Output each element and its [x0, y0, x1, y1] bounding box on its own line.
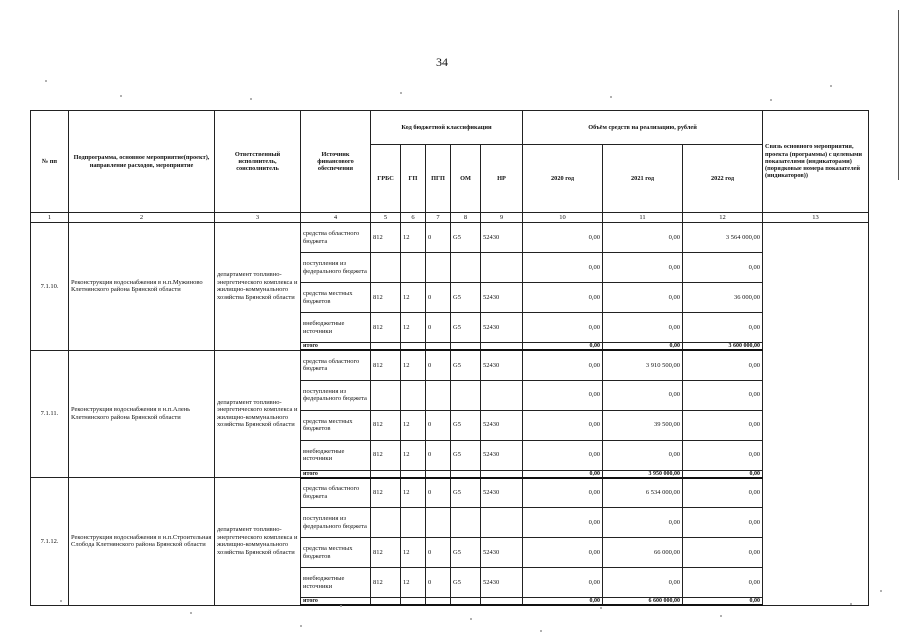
column-number-row: [31, 213, 869, 223]
budget-table: [30, 110, 869, 606]
code-nr: 52430: [481, 410, 523, 440]
code-grbs: 812: [371, 440, 401, 470]
scan-speck: [340, 605, 342, 607]
code-grbs: 812: [371, 313, 401, 343]
amount-2021: 0,00: [603, 223, 683, 253]
funding-source: средства местных бюджетов: [301, 283, 371, 313]
amount-2021: 66 000,00: [603, 538, 683, 568]
amount-2020: 0,00: [523, 313, 603, 343]
code-gp: 12: [401, 223, 426, 253]
code-nr: 52430: [481, 538, 523, 568]
amount-2022: 0,00: [683, 253, 763, 283]
item-name: Реконструкция водоснабжения в н.п.Строительная Слобода Клетнянского района Брянской области: [69, 478, 215, 606]
code-grbs: 812: [371, 223, 401, 253]
amount-2020: 0,00: [523, 380, 603, 410]
code-grbs: 812: [371, 538, 401, 568]
code-pgp: 0: [426, 538, 451, 568]
empty-cell: [451, 598, 481, 606]
column-number: 9: [481, 213, 523, 223]
funding-source: средства местных бюджетов: [301, 538, 371, 568]
code-pgp: [426, 508, 451, 538]
funding-source: поступления из федерального бюджета: [301, 508, 371, 538]
item-name: Реконструкция водоснабжения в н.п.Мужиново Клетнянского района Брянской области: [69, 223, 215, 351]
empty-cell: [451, 343, 481, 351]
code-nr: [481, 253, 523, 283]
amount-2020: 0,00: [523, 440, 603, 470]
empty-cell: [481, 598, 523, 606]
scan-speck: [610, 96, 612, 98]
funding-source: внебюджетные источники: [301, 440, 371, 470]
code-gp: 12: [401, 410, 426, 440]
amount-2021: 3 910 500,00: [603, 350, 683, 380]
amount-2021: 0,00: [603, 283, 683, 313]
code-gp: 12: [401, 568, 426, 598]
code-grbs: 812: [371, 568, 401, 598]
scan-speck: [190, 612, 192, 614]
scan-edge-line: [898, 10, 899, 180]
column-number: 10: [523, 213, 603, 223]
code-nr: 52430: [481, 478, 523, 508]
funding-source: средства местных бюджетов: [301, 410, 371, 440]
code-nr: 52430: [481, 313, 523, 343]
empty-cell: [426, 598, 451, 606]
code-pgp: 0: [426, 283, 451, 313]
code-gp: 12: [401, 440, 426, 470]
funding-source: средства областного бюджета: [301, 223, 371, 253]
amount-2022: 3 564 000,00: [683, 223, 763, 253]
page-number: 34: [436, 55, 448, 69]
item-responsible: департамент топливно-энергетического комплекса и жилищно-коммунального хозяйства Брянской области: [215, 350, 301, 478]
scan-speck: [300, 625, 302, 627]
code-pgp: 0: [426, 568, 451, 598]
code-grbs: [371, 253, 401, 283]
column-number: 8: [451, 213, 481, 223]
scan-speck: [540, 630, 542, 632]
amount-2021: 0,00: [603, 253, 683, 283]
code-om: [451, 508, 481, 538]
item-name: Реконструкция водоснабжения в н.п.Алень Клетнянского района Брянской области: [69, 350, 215, 478]
empty-cell: [371, 598, 401, 606]
amount-2020: 0,00: [523, 283, 603, 313]
code-om: [451, 253, 481, 283]
header-2021: 2021 год: [603, 145, 683, 213]
amount-2021: 6 534 000,00: [603, 478, 683, 508]
scan-speck: [720, 615, 722, 617]
header-link: Связь основного мероприятия, проекта (программы) с целевыми показателями (индикаторами) (порядковые номера показателей (индикаторов)): [763, 111, 869, 213]
total-label: итого: [301, 598, 371, 606]
item-responsible: департамент топливно-энергетического комплекса и жилищно-коммунального хозяйства Брянской области: [215, 223, 301, 351]
scan-speck: [850, 603, 852, 605]
table-row: [31, 478, 869, 508]
funding-source: внебюджетные источники: [301, 313, 371, 343]
header-2020: 2020 год: [523, 145, 603, 213]
code-pgp: 0: [426, 313, 451, 343]
code-gp: 12: [401, 313, 426, 343]
header-pgp: ПГП: [426, 145, 451, 213]
empty-cell: [371, 470, 401, 478]
amount-2021: 0,00: [603, 380, 683, 410]
code-gp: [401, 508, 426, 538]
scan-speck: [830, 85, 832, 87]
amount-2020: 0,00: [523, 410, 603, 440]
code-gp: 12: [401, 350, 426, 380]
code-om: G5: [451, 538, 481, 568]
amount-2022: 0,00: [683, 350, 763, 380]
code-nr: 52430: [481, 350, 523, 380]
code-om: G5: [451, 440, 481, 470]
scan-speck: [880, 590, 882, 592]
column-number: 11: [603, 213, 683, 223]
column-number: 12: [683, 213, 763, 223]
column-number: 1: [31, 213, 69, 223]
amount-2022: 0,00: [683, 478, 763, 508]
code-gp: [401, 253, 426, 283]
code-nr: [481, 380, 523, 410]
header-responsible: Ответственный исполнитель, соисполнитель: [215, 111, 301, 213]
header-2022: 2022 год: [683, 145, 763, 213]
code-nr: 52430: [481, 440, 523, 470]
code-om: G5: [451, 410, 481, 440]
code-gp: [401, 380, 426, 410]
header-gp: ГП: [401, 145, 426, 213]
amount-2020: 0,00: [523, 568, 603, 598]
total-2021: 6 600 000,00: [603, 598, 683, 606]
scan-speck: [400, 92, 402, 94]
column-number: 5: [371, 213, 401, 223]
column-number: 13: [763, 213, 869, 223]
total-2022: 3 600 000,00: [683, 343, 763, 351]
item-number: 7.1.11.: [31, 350, 69, 478]
code-grbs: [371, 508, 401, 538]
code-nr: 52430: [481, 223, 523, 253]
scan-speck: [45, 80, 47, 82]
total-2022: 0,00: [683, 598, 763, 606]
code-grbs: 812: [371, 350, 401, 380]
code-nr: 52430: [481, 283, 523, 313]
header-program: Подпрограмма, основное мероприятие(проект), направление расходов, мероприятие: [69, 111, 215, 213]
total-label: итого: [301, 343, 371, 351]
total-2020: 0,00: [523, 598, 603, 606]
item-responsible: департамент топливно-энергетического комплекса и жилищно-коммунального хозяйства Брянской области: [215, 478, 301, 606]
empty-cell: [451, 470, 481, 478]
empty-cell: [401, 470, 426, 478]
amount-2021: 0,00: [603, 508, 683, 538]
empty-cell: [371, 343, 401, 351]
column-number: 2: [69, 213, 215, 223]
header-nr: НР: [481, 145, 523, 213]
item-number: 7.1.12.: [31, 478, 69, 606]
code-om: [451, 380, 481, 410]
total-2022: 0,00: [683, 470, 763, 478]
code-pgp: [426, 380, 451, 410]
amount-2022: 0,00: [683, 313, 763, 343]
amount-2021: 0,00: [603, 568, 683, 598]
table-body: [31, 223, 869, 606]
item-number: 7.1.10.: [31, 223, 69, 351]
funding-source: поступления из федерального бюджета: [301, 253, 371, 283]
header-source: Источник финансового обеспечения: [301, 111, 371, 213]
code-om: G5: [451, 478, 481, 508]
header-funding: Объём средств на реализацию, рублей: [523, 111, 763, 145]
scan-speck: [120, 95, 122, 97]
code-pgp: 0: [426, 478, 451, 508]
total-2021: 0,00: [603, 343, 683, 351]
code-om: G5: [451, 283, 481, 313]
code-pgp: 0: [426, 350, 451, 380]
header-num: № пп: [31, 111, 69, 213]
code-grbs: 812: [371, 283, 401, 313]
scan-speck: [770, 99, 772, 101]
column-number: 4: [301, 213, 371, 223]
amount-2022: 0,00: [683, 508, 763, 538]
amount-2020: 0,00: [523, 508, 603, 538]
code-nr: 52430: [481, 568, 523, 598]
column-number: 3: [215, 213, 301, 223]
code-nr: [481, 508, 523, 538]
amount-2022: 0,00: [683, 538, 763, 568]
scan-speck: [470, 618, 472, 620]
header-om: ОМ: [451, 145, 481, 213]
code-om: G5: [451, 568, 481, 598]
code-om: G5: [451, 223, 481, 253]
code-om: G5: [451, 313, 481, 343]
funding-source: внебюджетные источники: [301, 568, 371, 598]
empty-cell: [426, 343, 451, 351]
code-grbs: 812: [371, 410, 401, 440]
amount-2020: 0,00: [523, 350, 603, 380]
code-om: G5: [451, 350, 481, 380]
amount-2020: 0,00: [523, 538, 603, 568]
empty-cell: [426, 470, 451, 478]
funding-source: поступления из федерального бюджета: [301, 380, 371, 410]
header-grbs: ГРБС: [371, 145, 401, 213]
amount-2022: 0,00: [683, 440, 763, 470]
indicator-link-cell: [763, 223, 869, 606]
total-2020: 0,00: [523, 470, 603, 478]
amount-2022: 0,00: [683, 568, 763, 598]
code-gp: 12: [401, 283, 426, 313]
funding-source: средства областного бюджета: [301, 350, 371, 380]
scan-speck: [250, 98, 252, 100]
code-pgp: 0: [426, 223, 451, 253]
amount-2020: 0,00: [523, 253, 603, 283]
amount-2021: 0,00: [603, 440, 683, 470]
scan-speck: [600, 607, 602, 609]
empty-cell: [401, 598, 426, 606]
code-pgp: 0: [426, 440, 451, 470]
code-gp: 12: [401, 538, 426, 568]
column-number: 6: [401, 213, 426, 223]
amount-2022: 0,00: [683, 410, 763, 440]
total-label: итого: [301, 470, 371, 478]
code-grbs: 812: [371, 478, 401, 508]
code-gp: 12: [401, 478, 426, 508]
table-row: [31, 223, 869, 253]
empty-cell: [481, 470, 523, 478]
empty-cell: [481, 343, 523, 351]
total-2021: 3 950 000,00: [603, 470, 683, 478]
funding-source: средства областного бюджета: [301, 478, 371, 508]
table-header: [31, 111, 869, 223]
amount-2022: 0,00: [683, 380, 763, 410]
code-grbs: [371, 380, 401, 410]
amount-2022: 36 000,00: [683, 283, 763, 313]
column-number: 7: [426, 213, 451, 223]
table-row: [31, 350, 869, 380]
total-2020: 0,00: [523, 343, 603, 351]
amount-2020: 0,00: [523, 223, 603, 253]
code-pgp: [426, 253, 451, 283]
empty-cell: [401, 343, 426, 351]
amount-2020: 0,00: [523, 478, 603, 508]
amount-2021: 39 500,00: [603, 410, 683, 440]
header-budget-class: Код бюджетной классификации: [371, 111, 523, 145]
code-pgp: 0: [426, 410, 451, 440]
amount-2021: 0,00: [603, 313, 683, 343]
scan-speck: [60, 600, 62, 602]
